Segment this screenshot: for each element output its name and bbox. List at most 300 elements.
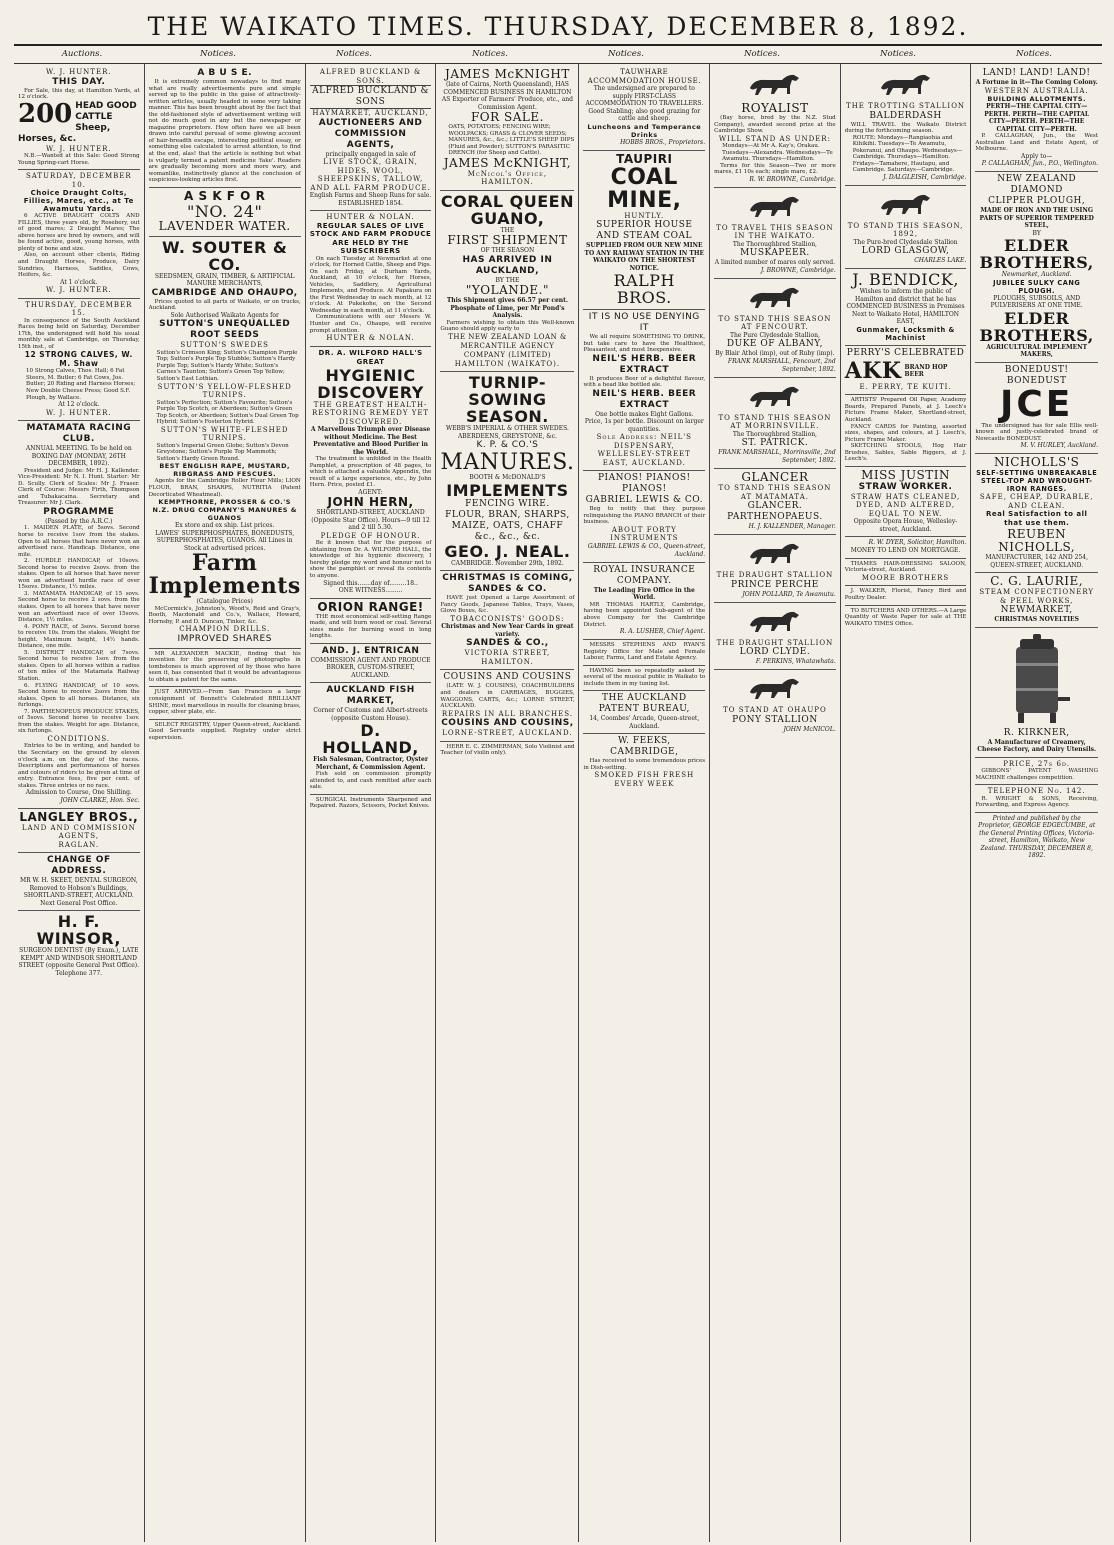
mackie-ad — [149, 649, 301, 688]
signature: R. W. BROWNE, Cambridge. — [749, 175, 836, 183]
ad-text: SURGICAL Instruments Sharpened and Repaired. Razors, Scissors, Pocket Knives. — [309, 796, 432, 810]
section-header-5: Notices. — [608, 49, 644, 59]
stallion-name: GLANCER. — [747, 501, 803, 512]
ad-text: BY — [1032, 229, 1041, 237]
pony-stallion-ad — [714, 670, 836, 737]
leech-artists-ad — [845, 395, 967, 466]
ad-subheading: SELF-SETTING UNBREAKABLE STEEL-TOP AND WROUGHT-IRON RANGES. — [976, 469, 1098, 494]
matamata-racing-club-ad — [18, 421, 140, 809]
ad-heading: MISS JUSTIN — [861, 467, 951, 482]
dairy-urn-engraving-icon — [975, 633, 1098, 725]
agent-name: JOHN HERN, — [327, 495, 414, 510]
just-arrived-ad — [149, 687, 301, 719]
ad-address: VICTORIA STREET, HAMILTON. — [464, 649, 551, 666]
signature: F. PERKINS, Whatawhata. — [755, 658, 836, 666]
elder-brothers-plough-ad — [975, 172, 1098, 363]
yellow-turnips-heading: SUTTON'S YELLOW-FLESHED TURNIPS. — [157, 382, 292, 400]
coral-queen-guano-ad — [440, 191, 574, 373]
imprint-text: Printed and published by the Proprietor, GEORGE EDGECUMBE, at the General Printing Offices, Victoria-street, Hamilton, Waikato, New Zealand. THURSDAY, DECEMBER 8, 1892. — [978, 814, 1096, 860]
ad-name: MOORE BROTHERS — [861, 573, 950, 582]
ad-text: Beg to notify that they purpose relinquishing the PIANO BRANCH of their business. — [583, 506, 706, 526]
advertiser-name: W. J. HUNTER. — [46, 286, 112, 295]
article-text: It is extremely common nowadays to find many what are really advertisements pure and simple served up to the public in the guise of attractively-written articles, usually headed in some very taking manner. This has been brought about by the fact that the old-fashioned style of advertisement writing will not do much good in any but the newspaper or magazine proprietors. How often have we all been drawn into careful perusal of some glowing account of hair-breadth escape, interesting political essay, or something else calculated to arrest attention, to find at the end, alas! that the article is nothing but what is vulgarly termed a patent medicine 'fake'. Readers are gradually becoming more and more wary, and womanlike, instinctively glance at the conclusion of suspicious-looking articles first. — [148, 79, 301, 184]
ad-place: HAYMARKET, AUCKLAND, — [312, 109, 429, 117]
ad-heading: W. SOUTER & CO. — [162, 237, 288, 274]
langley-bros-ad — [18, 809, 140, 854]
stallion-name: GLANCER — [741, 470, 809, 485]
ad-text: The undersigned has for sale Ellis well-known and justly-celebrated brand of Newcastle BONEDUST. — [975, 422, 1098, 442]
stallion-name: PARTHENOPAEUS. — [727, 512, 823, 523]
signature: J. BROWNE, Cambridge. — [760, 266, 836, 274]
bendick-ad — [845, 269, 967, 346]
ad-text: One bottle makes Eight Gallons. — [595, 410, 694, 418]
miss-justin-ad — [845, 467, 967, 538]
ad-date: SATURDAY, DECEMBER 10. — [25, 172, 132, 189]
agency-place: HAMILTON (WAIKATO). — [454, 359, 561, 368]
race-7: 7. PARTHENOPEUS PRODUCE STAKES, of 5sovs. Second horse to receive 1sov. from the stakes. Weight for age. Distance, six furlongs. — [18, 708, 140, 735]
ad-text: MR ALEXANDER MACKIE, finding that his invention for the preserving of photographs in tombstones is much approved of by those who have seen it, has consented that it would be advantageous to obtain a patent for the same. — [148, 650, 301, 683]
ad-text: Fish sold on commission promptly attended to, and cash remitted after each sale. — [309, 771, 432, 791]
ad-heading: THE TROTTING STALLION — [846, 102, 966, 110]
implements-heading: IMPLEMENTS — [446, 480, 569, 500]
royalist-stallion-ad — [714, 66, 836, 188]
stallion-name: ROYALIST — [741, 101, 809, 115]
ad-heading: THE DRAUGHT STALLION — [716, 638, 834, 647]
kirkner-ad — [975, 628, 1098, 758]
telephone: TELEPHONE No. 142. — [987, 787, 1086, 796]
section-header-2: Notices. — [200, 49, 236, 59]
ad-heading: PIANOS! PIANOS! PIANOS! — [597, 473, 691, 495]
horse-engraving-icon-svg — [875, 190, 937, 220]
section-header-6: Notices. — [744, 49, 780, 59]
lord-glasgow-ad — [845, 186, 967, 270]
ad-heading: IT IS NO USE DENYING IT — [588, 312, 700, 333]
race-3: 3. MATAMATA HANDICAP, of 15 sovs. Second horse to receive 2 sovs. from the stakes. Open to all horses that have never won an advertised race of over 15sovs. Distance, 1½ miles. — [18, 590, 140, 624]
manures-heading: KEMPTHORNE, PROSSER & CO.'S N.Z. DRUG COMPANY'S MANURES & GUANOS — [152, 498, 297, 523]
nicholls-ranges-ad — [975, 454, 1098, 573]
advertiser-name: HUNTER & NOLAN. — [326, 213, 415, 221]
lavender-water-ad — [149, 188, 301, 237]
column-8 — [971, 64, 1102, 1542]
ad-heading: W. FEEKS, CAMBRIDGE, — [610, 736, 679, 758]
ad-tagline: The Leading Fire Office in the World. — [593, 586, 695, 602]
ad-text: Communications with our Messrs W. Hunter and Co., Ohaupo, will receive prompt attention. — [309, 314, 432, 334]
ad-text: PLOUGHS, SUBSOILS, AND PULVERISERS AT ONE TIME. — [990, 294, 1083, 310]
ad-heading: NEW ZEALAND DIAMOND — [997, 174, 1077, 196]
ad-text: 6 ACTIVE DRAUGHT COLTS AND FILLIES, three years old, by Rosebery, out of good mares; 2 Draught Mares; The above horses are bred by owners, and will be found active, good, young horses, with plenty of bone and size. — [18, 213, 140, 252]
ad-name: D. HOLLAND, — [322, 721, 419, 758]
ad-subheading: BUILDING ALLOTMENTS. — [987, 95, 1086, 103]
ad-text: (LATE W. J. COUSINS), COACHBUILDERS and dealers in CARRIAGES, BUGGIES, WAGGONS, CARTS, &c.; LORNE STREET, AUCKLAND. — [440, 683, 575, 710]
ad-place: RAGLAN. — [58, 840, 100, 849]
stallion-name: LORD GLASGOW, — [861, 246, 950, 257]
signature: E. PERRY, TE KUITI. — [859, 382, 952, 391]
ad-heading: TO TRAVEL THIS SEASON IN THE WAIKATO. — [716, 223, 834, 241]
balderdash-ad — [845, 66, 967, 186]
bonedust-ad — [975, 363, 1098, 455]
ad-name: JAMES McKNIGHT, — [443, 155, 572, 170]
produce-list: FLOUR, BRAN, SHARPS, MAIZE, OATS, CHAFF &c., &c., &c. — [445, 509, 570, 542]
horse-engraving-icon — [714, 539, 836, 569]
race-6: 6. FLYING HANDICAP, of 10 sovs. Second horse to receive 2sovs from the stakes. Open to all horses. Distance, six furlongs. — [18, 682, 140, 709]
ad-name: R. KIRKNER, — [1003, 727, 1070, 738]
column-6 — [710, 64, 841, 1542]
waste-paper-ad — [845, 606, 967, 631]
officials: President and Judge: Mr H. J. Kallender. Vice-President: Mr N. I. Hunt. Starter: Mr D. Scully. Clerk of Scales: Mr J. Fraser. Clerk of Course: Messrs Firth, Thompson and Tubakacaina. Secretary and Treasurer: Mr J. Clark. — [18, 467, 140, 507]
ad-heading: TO STAND THIS SEASON AT MORRINSVILLE. — [718, 413, 832, 431]
columns — [14, 64, 1102, 1542]
ad-subheading: Luncheons and Temperance Drinks — [587, 122, 702, 139]
ad-text: HERR E. C. ZIMMERMAN, Solo Violinist and Teacher (of violin only). — [440, 743, 575, 757]
manures-brand: K. P. & CO.'S — [476, 440, 539, 451]
agent-address: SHORTLAND-STREET, AUCKLAND (Opposite Star Office). Hours—9 till 12 and 2 till 5.30. — [311, 509, 430, 532]
ad-tagline: Real Satisfaction to all that use them. — [985, 510, 1088, 528]
implements-brand: BOOTH & McDONALD'S — [469, 474, 546, 482]
ad-subheading: The Pure-bred Clydesdale Stallion — [853, 238, 958, 246]
horse-engraving-icon-svg — [744, 283, 806, 313]
ad-name: C. G. LAURIE, — [990, 574, 1084, 589]
select-registry-ad — [149, 720, 301, 745]
ad-heading: CLIPPER PLOUGH, — [988, 196, 1086, 207]
ad-heading: ORION RANGE! — [317, 599, 424, 614]
ad-heading: AND. J. ENTRICAN — [321, 645, 420, 656]
stephens-ryan-ad — [583, 640, 705, 666]
horse-engraving-icon — [714, 70, 836, 100]
ad-address: LORNE-STREET, AUCKLAND. — [442, 729, 573, 738]
feeks-ad — [583, 734, 705, 791]
thames-saloon-ad — [845, 559, 967, 587]
entrican-ad — [310, 644, 432, 684]
brand-label: BRAND HOP BEER — [904, 363, 948, 378]
neal-turnip-ad — [440, 372, 574, 571]
ad-subheading: WILL STAND AS UNDER: — [718, 134, 831, 143]
gabriel-lewis-pianos-ad — [583, 471, 705, 563]
ship-name: "YOLANDE." — [465, 283, 549, 298]
ad-place: NEWMARKET, — [1000, 605, 1073, 616]
ad-text: J. WALKER, Florist, Fancy Bird and Poultry Dealer. — [844, 588, 967, 601]
product-name: NEIL'S HERB. BEER EXTRACT — [592, 388, 697, 410]
swedes-list: Sutton's Crimson King; Sutton's Champion Purple Top; Sutton's Purple Top Stubble; Sutton's Hardy Purple Top; Sutton's Hardy White; Sutton's Carnes's Taunton; Sutton's Green Top Yellow; Sutton's East Lothian. — [156, 349, 298, 383]
ad-text: For Sale, this day, at Hamilton Yards, at 12 o'clock. — [18, 87, 140, 101]
ad-address: Newmarket, Auckland. — [1001, 271, 1072, 279]
ad-trade: Gunmaker, Locksmith & Machinist — [856, 325, 955, 342]
ad-text: Corner of Customs and Albert-streets (opposite Custom House). — [313, 707, 428, 722]
brand-mark: AKK — [844, 357, 902, 384]
ad-subheading: TOBACCONISTS' GOODS: — [450, 614, 565, 623]
surgical-instruments-ad — [310, 795, 432, 813]
signature: GABRIEL LEWIS & CO., Queen-street, Auckland. — [587, 542, 706, 558]
ad-text: FANCY CARDS for Painting, assorted sizes, shapes, and colours, at J. Leech's, Picture Frame Maker. — [844, 423, 967, 443]
orion-range-ad — [310, 599, 432, 644]
ad-text: ARTISTS' Prepared Oil Paper, Academy Boards, Prepared Panels, at J. Leech's Picture Frame Maker, Shortland-street, Auckland. — [844, 397, 967, 424]
column-5 — [579, 64, 710, 1542]
laurie-confectionery-ad — [975, 573, 1098, 628]
ad-text: principally engaged in sale of — [325, 150, 416, 158]
perry-hop-beer-ad — [845, 346, 967, 396]
masthead — [14, 4, 1102, 46]
signature: JOHN POLLARD, Te Awamutu. — [742, 590, 836, 598]
ad-heading: CORAL QUEEN GUANO, — [440, 191, 574, 228]
winsor-dentist-ad — [18, 911, 140, 980]
brand-mark: JCE — [999, 383, 1074, 425]
ad-address: 14, Coombes' Arcade, Queen-street, Auckland. — [589, 715, 700, 730]
ad-heading: TO STAND THIS SEASON AT MATAMATA. — [718, 484, 832, 501]
ad-text: MONEY TO LEND ON MORTGAGE. — [850, 547, 961, 555]
arrived-heading: HAS ARRIVED IN AUCKLAND, — [462, 254, 553, 276]
ad-text: THE most economical self-setting Range made, and will burn wood or coal. Several sizes made for burning wood in long lengths. — [309, 613, 432, 640]
tauwhare-house-ad — [583, 66, 705, 151]
ad-heading: COUSINS AND COUSINS — [443, 672, 572, 683]
wright-sons-ad — [975, 785, 1098, 813]
ad-date: CAMBRIDGE. November 29th, 1892. — [451, 559, 564, 567]
ad-address: McNicol's Office, HAMILTON. — [467, 169, 548, 187]
drills-heading: CHAMPION DRILLS. — [179, 625, 271, 634]
shares-heading: IMPROVED SHARES — [177, 633, 272, 644]
ad-name: REUBEN NICHOLLS, — [998, 527, 1076, 555]
ad-text: Wishes to inform the public of Hamilton and district that he has COMMENCED BUSINESS in Premises Next to Waikato Hotel, HAMILTON EAST, — [846, 288, 965, 326]
st-patrick-ad — [714, 378, 836, 470]
cattle-line — [18, 98, 140, 145]
pedigree: By Blair Athol (imp), out of Ruby (imp). — [715, 350, 835, 358]
ad-heading: AUCKLAND FISH MARKET, — [326, 685, 415, 707]
ad-name: COUSINS AND COUSINS, — [441, 718, 574, 729]
ad-subheading: DR. A. WILFORD HALL'S GREAT — [318, 348, 423, 366]
ad-text: A limited number of mares only served. — [714, 259, 836, 267]
pledge-heading: PLEDGE OF HONOUR. — [320, 531, 421, 540]
section-header-8: Notices. — [1016, 49, 1052, 59]
taupiri-coal-ad — [583, 151, 705, 311]
ad-text: Christmas and New Year Cards in great variety. — [441, 623, 574, 638]
ad-subheading: The Pure Clydesdale Stallion, — [729, 331, 820, 339]
ad-heading: CHANGE OF ADDRESS. — [47, 855, 111, 877]
ad-text: JUST ARRIVED.—From San Francisco a large consignment of Bennett's Celebrated BRILLIANT SHINE, most marvellous in results for cleaning brass, copper, silver plate, etc. — [148, 689, 301, 716]
ad-text: HAVE just Opened a Large Assortment of Fancy Goods, Japanese Tables, Trays, Vases, Glove Boxes, &c. — [440, 595, 575, 615]
gibbons-washing-machine-ad — [975, 758, 1098, 786]
signature: R. W. DYER, Solicitor, Hamilton. — [868, 539, 967, 547]
ad-text: SUPPLIED FROM OUR NEW MINE TO ANY RAILWAY STATION IN THE WAIKATO ON THE SHORTEST NOTICE. — [584, 242, 705, 272]
conditions-text: Entries to be in writing, and handed to the Secretary on the ground by eleven o'clock a.m. on the day of the races. Descriptions and performances of horses and colours of riders to be given at time of entry. Entrance fees, five per cent. of stakes. Three entries or no race. — [18, 743, 140, 789]
ad-text: GIBBONS' PATENT WASHING MACHINE challenges competition. — [975, 768, 1098, 781]
manures-text: Ex store and ex ship. List prices. — [174, 522, 275, 530]
stallion-name: BALDERDASH — [869, 110, 942, 121]
prince-perche-ad — [714, 535, 836, 603]
signature: FRANK MARSHALL, Morrinsville, 2nd September, 1892. — [718, 449, 836, 465]
head-count: 200 — [18, 98, 73, 129]
stallion-name: MUSKAPEER. — [740, 248, 810, 259]
club-heading: MATAMATA RACING CLUB. — [26, 423, 132, 445]
horse-engraving-icon-svg — [744, 382, 806, 412]
souter-seedsmen-ad — [149, 237, 301, 649]
programme-heading: PROGRAMME — [43, 506, 115, 517]
ad-text: WEBB'S IMPERIAL & OTHER SWEDES. ABERDEENS, GREYSTONE, &c. — [445, 425, 569, 440]
seeds-heading: SUTTON'S UNEQUALLED ROOT SEEDS — [159, 319, 291, 341]
stallion-name: DUKE OF ALBANY, — [726, 339, 823, 350]
section-header-7: Notices. — [880, 49, 916, 59]
pledge-signed: Signed this.......day of.........18.. — [323, 579, 418, 587]
ad-heading: H. F. WINSOR, — [36, 912, 121, 949]
ad-text: THE — [500, 226, 515, 234]
ad-name: SANDES & CO., — [466, 638, 549, 649]
glancer-ad — [714, 469, 836, 535]
signature: R. A. LUSHER, Chief Agent. — [619, 628, 706, 636]
horse-engraving-icon-svg — [744, 192, 806, 222]
for-sale-list: OATS, POTATOES; FENCING WIRE; WOOLPACKS; GRASS & CLOVER SEEDS; MANURES, &c., &c.; LITTLE'S SHEEP DIPS (Fluid and Powder); SUTTON'S PARASITIC DRENCH (for Sheep and Cattle). — [448, 124, 575, 157]
section-headers — [14, 46, 1102, 64]
section-header-3: Notices. — [336, 49, 372, 59]
ad-subheading: ABOUT FORTY INSTRUMENTS — [610, 525, 679, 543]
neils-beer-ad — [583, 310, 705, 471]
signature: JOHN McNICOL. — [783, 725, 836, 733]
ad-text: P. CALLAGHAN, Jun., the West Australian Land and Estate Agent, of Melbourne. — [975, 133, 1098, 153]
ad-heading: REGULAR SALES OF LIVE STOCK AND FARM PRODUCE ARE HELD BY THE SUBSCRIBERS — [309, 221, 432, 255]
advertiser-name: W. J. HUNTER. — [46, 144, 112, 153]
ad-heading: THE DRAUGHT STALLION — [716, 571, 834, 580]
ad-address: MANUFACTURER, 142 AND 254, QUEEN-STREET, AUCKLAND. — [985, 554, 1088, 569]
fencing-wire: FENCING WIRE. — [465, 498, 550, 509]
ad-subheading: AUCTIONEERS AND COMMISSION AGENTS, — [318, 117, 423, 150]
section-header-1: Auctions. — [61, 49, 103, 59]
ad-text: Prices quoted to all parts of Waikato, or on trucks, Auckland. — [148, 298, 301, 312]
shipment-heading: FIRST SHIPMENT — [447, 233, 568, 248]
perth-lines: PERTH—THE CAPITAL CITY—PERTH. PERTH—THE CAPITAL CITY—PERTH. PERTH—THE CAPITAL CITY—PERTH. — [984, 103, 1090, 133]
ad-heading: J. BENDICK, — [852, 270, 959, 290]
dyer-ad — [845, 537, 967, 559]
route: Mondays—At Mr A. Kay's, Orakau. Tuesdays—Alexandra. Wednesdays—Te Awamutu. Thursdays—Hamilton. — [722, 143, 833, 163]
swedes-heading: SUTTON'S SWEDES — [180, 341, 269, 350]
ad-heading: TO STAND THIS SEASON AT FENCOURT. — [718, 314, 832, 332]
ad-trade: STEAM CONFECTIONERY & PEEL WORKS, — [979, 588, 1094, 605]
ad-text: On each Tuesday at Newmarket at one o'clock, for Horned Cattle, Sheep and Pigs. On each Friday, at Durham Yards, Auckland, at 10 o'clock, for Horses, Vehicles, Saddlery, Agricultural Implements, and Produce. At Papakura on the First Wednesday in each month, at 12 o'clock. At Pukekohe, on the Second Wednesday in each month, at 11 o'clock. — [309, 255, 432, 314]
ad-text: MESSRS STEPHENS AND RYAN'S Registry Office for Male and Female Labour, Farms, Land and Estate Agency. — [583, 642, 706, 662]
ad-name: SANDES & CO. — [468, 584, 547, 595]
signature: JOHN CLARKE, Hon. Sec. — [60, 796, 140, 804]
ad-heading: PERRY'S CELEBRATED — [846, 347, 965, 358]
race-4: 4. PONY RACE, of 3sovs. Second horse to receive 10s. from the stakes. Weight for height. Maximum height, 14½ hands. Distance, one mile. — [18, 623, 140, 650]
ad-text: THAMES HAIR-DRESSING SALOON, Victoria-street, Auckland. — [844, 560, 967, 574]
ad-text: Price, 1s per bottle. Discount on larger quantities. — [584, 418, 704, 433]
section-header-4: Notices. — [472, 49, 508, 59]
signature: FRANK MARSHALL, Fencourt, 2nd September, 1892. — [727, 357, 836, 373]
ad-heading: A S K F O R — [184, 188, 266, 203]
race-5: 5. DISTRICT HANDICAP, of 7sovs. Second horse to receive 1sov. from the stakes. Open to all horses within a radius of ten miles of the Matamata Railway Station. — [18, 649, 140, 682]
implements-heading: Farm Implements — [148, 550, 301, 600]
brand-line — [845, 359, 967, 383]
horse-engraving-icon — [714, 283, 836, 313]
ad-heading: ROYAL INSURANCE COMPANY. — [593, 564, 696, 586]
ad-subheading: REPAIRS IN ALL BRANCHES. — [441, 709, 574, 718]
ad-time: At 12 o'clock. — [58, 401, 100, 409]
skeet-dentist-ad — [18, 853, 140, 911]
ad-text: OF THE SEASON — [480, 247, 535, 255]
pledge-witness: ONE WITNESS......... — [338, 587, 403, 595]
lord-clyde-ad — [714, 603, 836, 671]
walker-florist-ad — [845, 586, 967, 605]
ad-subheading: SUPERIOR HOUSE AND STEAM COAL — [596, 220, 693, 241]
ad-heading: TO STAND AT OHAUPO — [723, 706, 827, 715]
ad-text: In consequence of the South Auckland Races being held on Saturday, December 17th, the undersigned will hold his usual monthly sale at Cambridge, on Thursday, 15th inst., of — [18, 317, 140, 350]
hunter-saturday-ad — [18, 170, 140, 298]
advertiser-name: W. J. HUNTER. — [46, 68, 112, 76]
ad-heading: LAND! LAND! LAND! — [982, 68, 1091, 78]
column-2 — [145, 64, 306, 1542]
ad-text: Farmers wishing to obtain this Well-known Guano should apply early to — [440, 319, 575, 333]
signature: J. DALGLEISH, Cambridge. — [883, 173, 967, 181]
piano-tuning-ad — [583, 666, 705, 692]
ad-place: CAMBRIDGE AND OHAUPO, — [151, 287, 298, 298]
makers-list: McCormick's, Johnston's, Wood's, Reid and Gray's, Booth, Macdonald and Co.'s, Wallace, Howard, Hornsby, P. and D. Duncan, Tinker, &c. — [148, 605, 301, 625]
abuse-article — [149, 66, 301, 188]
ad-text: N.B.—Wanted at this Sale: Good Strong Young Spring-cart Horse. — [18, 153, 140, 166]
ad-trade: A Manufacturer of Creamery, Cheese Factory, and Dairy Utensils. — [977, 738, 1097, 754]
ad-text: Has received to some tremendous prices in Dish-setting. — [583, 758, 706, 771]
ad-subheading: JUBILEE SULKY CANG PLOUGH. — [993, 278, 1081, 295]
signature: HOBBS BROS., Proprietors. — [620, 138, 706, 146]
ad-name: ELDER BROTHERS, — [979, 308, 1094, 345]
stallion-name: LORD CLYDE. — [739, 647, 811, 658]
ad-heading: LANGLEY BROS., — [19, 809, 139, 824]
column-3 — [306, 64, 437, 1542]
horse-engraving-icon-svg — [744, 539, 806, 569]
white-turnips-heading: SUTTON'S WHITE-FLESHED TURNIPS. — [160, 425, 289, 443]
conditions-heading: CONDITIONS. — [47, 734, 111, 743]
agency-name: THE NEW ZEALAND LOAN & MERCANTILE AGENCY COMPANY (LIMITED) — [448, 332, 567, 359]
western-australia-land-ad — [975, 66, 1098, 172]
ad-text: SURGEON DENTIST (By Exam.), LATE KEMPT AND WINDSOR SHORTLAND STREET (opposite General Post Office). Telephone 377. — [18, 947, 140, 977]
race-2: 2. HURDLE HANDICAP, of 10sovs. Second horse to receive 2sovs. from the stakes. Open to all horses that have never won an advertised hurdle race of over 15sovs. Distance, 1½ miles. — [18, 558, 140, 591]
ad-heading: THE AUCKLAND PATENT BUREAU, — [598, 693, 690, 715]
ad-text: SELECT REGISTRY, Upper Queen-street, Auckland. Good Servants supplied. Registry under strict supervision. — [148, 721, 301, 741]
ad-text: The treatment is unfolded in the Health Pamphlet, a prescription of 48 pages, to which is attached a valuable Appendix, the result of a large experience, etc., by John Hern. Price, posted £1. — [309, 456, 432, 489]
ad-text: MR W. H. SKEET, DENTAL SURGEON, Removed to Hobson's Buildings, SHORTLAND-STREET, AUCKLAND. Next General Post Office. — [19, 877, 138, 907]
signature: H. J. KALLENDER, Manager. — [748, 523, 836, 531]
signature: P. CALLAGHAN, Jun., P.O., Wellington. — [981, 160, 1098, 168]
ad-subheading: LAND AND COMMISSION AGENTS, — [21, 823, 136, 841]
masthead-title: THE WAIKATO TIMES. THURSDAY, DECEMBER 8, 1892. — [147, 12, 969, 41]
ad-text: BY THE — [495, 276, 520, 284]
horse-engraving-icon — [714, 674, 836, 704]
product-name: NEIL'S HERB. BEER EXTRACT — [592, 353, 697, 375]
flour-agents: Agents for the Cambridge Roller Flour Mills; LION FLOUR, BRAN, SHARPS, NUTRITIA (Patent Decorticated Wheatmeal). — [148, 478, 301, 498]
column-1 — [14, 64, 145, 1542]
ad-heading: CHRISTMAS IS COMING, — [442, 573, 573, 584]
manures-heading: MANURES. — [440, 450, 575, 476]
hunter-this-day-ad — [18, 66, 140, 170]
horse-engraving-icon-svg — [875, 70, 937, 100]
imprint — [975, 813, 1098, 863]
signature: CHARLES LAKE. — [914, 257, 967, 265]
ad-text: It produces Beer of a delightful flavour, with a head like bottled ale. — [583, 375, 706, 389]
ad-text: WILL TRAVEL the Waikato District during the forthcoming season. — [844, 121, 967, 135]
stallion-name: PRINCE PERCHE — [731, 579, 819, 590]
apply-to: Apply to— — [1021, 152, 1053, 160]
article-heading: A B U S E. — [197, 68, 253, 78]
muskapeer-ad — [714, 188, 836, 279]
horse-engraving-icon — [845, 70, 967, 100]
ad-name: RALPH BROS. — [613, 271, 676, 307]
horse-engraving-icon-svg — [744, 70, 806, 100]
patent-bureau-ad — [583, 691, 705, 734]
mcknight-ad — [440, 66, 574, 191]
ad-name: GEO. J. NEAL. — [444, 541, 571, 561]
ad-name: ELDER BROTHERS, — [979, 236, 1094, 273]
ad-text: TO BUTCHERS AND OTHERS.—A Large Quantity of Waste Paper for sale at THE WAIKATO TIMES Office. — [844, 607, 967, 627]
ad-text: We all require SOMETHING TO DRINK, but take care to have the Healthiest, Pleasantest, and most Inexpensive. — [583, 334, 706, 354]
hygienic-discovery-ad — [310, 347, 432, 599]
ad-text: MR THOMAS HARTLY, Cambridge, having been appointed Sub-agent of the above Company for the Cambridge District. — [583, 601, 706, 628]
ad-tagline: A Marvellous Triumph over Disease without Medicine. The Best Preventative and Blood Purifier in the World. — [310, 426, 431, 456]
ad-address: Opposite Opera House, Wellesley-street, Auckland. — [853, 518, 958, 533]
meeting-line: ANNUAL MEETING. To be held on BOXING DAY (MONDAY, 26TH DECEMBER, 1892). — [25, 445, 132, 468]
